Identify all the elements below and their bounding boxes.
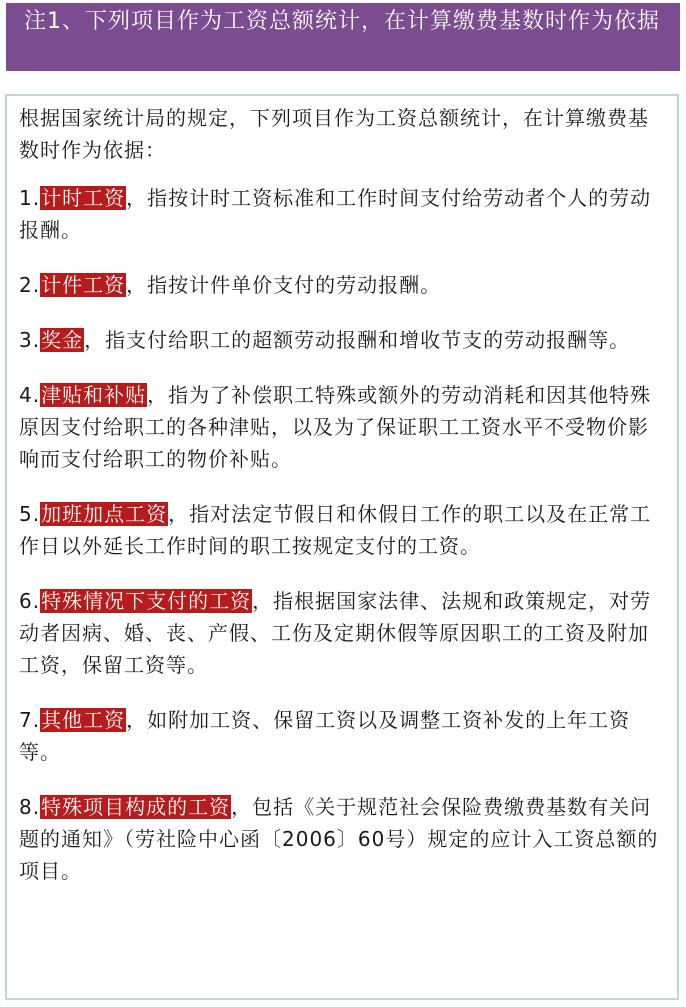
item-number: 5. [19, 502, 41, 526]
item-description: ，指按计件单价支付的劳动报酬。 [126, 273, 442, 297]
item-description: ，如附加工资、保留工资以及调整工资补发的上年工资等。 [19, 708, 631, 764]
highlighted-term: 特殊情况下支付的工资 [41, 589, 252, 613]
highlighted-term: 其他工资 [41, 708, 126, 732]
list-item [19, 704, 665, 768]
list-item [19, 269, 665, 301]
highlighted-term: 加班加点工资 [41, 502, 168, 526]
item-number: 6. [19, 589, 41, 613]
list-item [19, 791, 665, 887]
list-item [19, 379, 665, 475]
header-banner [6, 3, 680, 71]
header-title: 注1、下列项目作为工资总额统计，在计算缴费基数时作为依据 [24, 9, 660, 34]
item-number: 3. [19, 328, 41, 352]
content-box [5, 94, 679, 1000]
item-description: ，包括《关于规范社会保险费缴费基数有关问题的通知》（劳社险中心函〔2006〕60号）规定的应计入工资总额的项目。 [19, 795, 659, 883]
item-number: 4. [19, 383, 41, 407]
item-description: ，指支付给职工的超额劳动报酬和增收节支的劳动报酬等。 [84, 328, 631, 352]
item-description: ，指为了补偿职工特殊或额外的劳动消耗和因其他特殊原因支付给职工的各种津贴，以及为了保证职工工资水平不受物价影响而支付给职工的物价补贴。 [19, 383, 652, 471]
item-number: 7. [19, 708, 41, 732]
list-item [19, 324, 665, 356]
list-item [19, 498, 665, 562]
list-item [19, 182, 665, 246]
item-description: ，指根据国家法律、法规和政策规定，对劳动者因病、婚、丧、产假、工伤及定期休假等原因职工的工资及附加工资，保留工资等。 [19, 589, 652, 677]
intro-paragraph: 根据国家统计局的规定，下列项目作为工资总额统计，在计算缴费基数时作为依据： [19, 106, 649, 162]
highlighted-term: 特殊项目构成的工资 [41, 795, 231, 819]
item-description: ，指按计时工资标准和工作时间支付给劳动者个人的劳动报酬。 [19, 186, 652, 242]
item-number: 1. [19, 186, 41, 210]
item-number: 8. [19, 795, 41, 819]
item-number: 2. [19, 273, 41, 297]
highlighted-term: 奖金 [41, 328, 84, 352]
list-item [19, 585, 665, 681]
highlighted-term: 计时工资 [41, 186, 126, 210]
item-description: ，指对法定节假日和休假日工作的职工以及在正常工作日以外延长工作时间的职工按规定支付的工资。 [19, 502, 652, 558]
highlighted-term: 津贴和补贴 [41, 383, 147, 407]
highlighted-term: 计件工资 [41, 273, 126, 297]
